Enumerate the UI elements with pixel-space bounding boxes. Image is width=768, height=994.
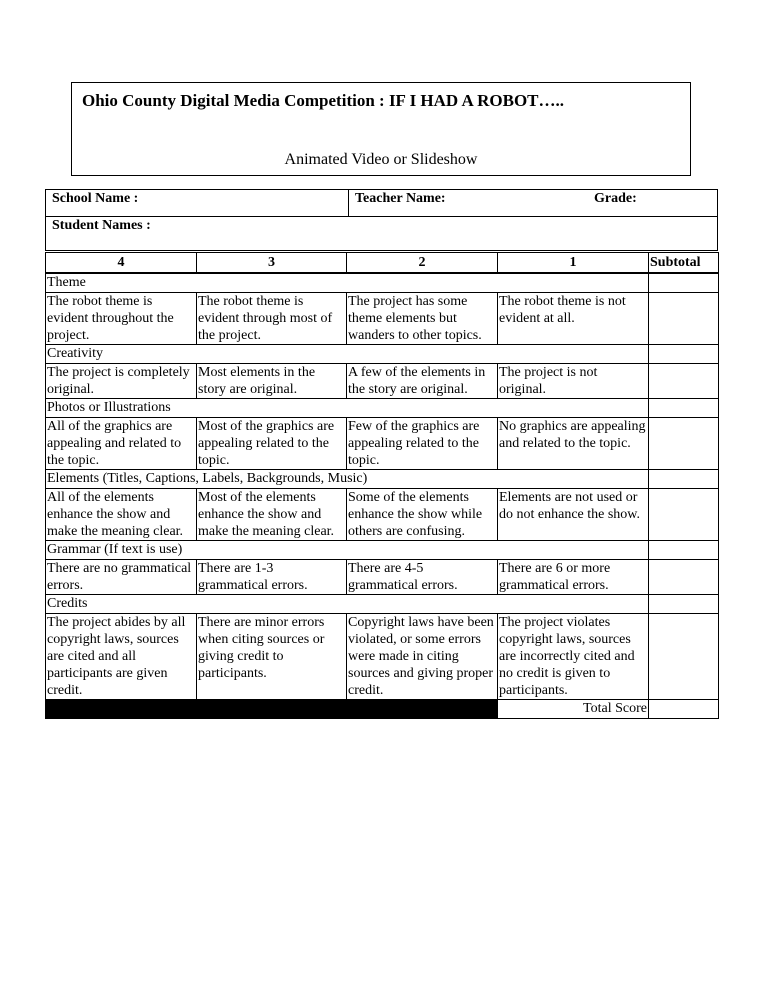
table-cell: Some of the elements enhance the show while others are confusing. <box>347 489 498 541</box>
table-row <box>46 614 719 700</box>
table-cell: All of the elements enhance the show and make the meaning clear. <box>46 489 197 541</box>
column-header: 3 <box>197 253 347 274</box>
table-cell: Copyright laws have been violated, or some errors were made in citing sources and giving proper credit. <box>347 614 498 700</box>
table-cell: The robot theme is evident through most of the project. <box>197 293 347 345</box>
page-title: Ohio County Digital Media Competition : IF I HAD A ROBOT….. <box>82 91 565 110</box>
subtotal-cell <box>649 595 719 614</box>
subtotal-cell <box>649 364 719 399</box>
table-row <box>46 293 719 345</box>
table-row <box>46 560 719 595</box>
table-cell: The project abides by all copyright laws, sources are cited and all participants are given credit. <box>46 614 197 700</box>
category-row <box>46 273 719 293</box>
rubric-table <box>45 252 719 719</box>
subtotal-cell <box>649 470 719 489</box>
category-row <box>46 541 719 560</box>
column-header: 2 <box>347 253 498 274</box>
table-row <box>46 489 719 541</box>
total-row <box>46 700 719 719</box>
table-cell: Elements are not used or do not enhance the show. <box>498 489 649 541</box>
subtotal-cell <box>649 489 719 541</box>
table-cell: The project has some theme elements but wanders to other topics. <box>347 293 498 345</box>
column-header: 4 <box>46 253 197 274</box>
table-cell: The project violates copyright laws, sources are incorrectly cited and no credit is given to participants. <box>498 614 649 700</box>
subtotal-cell <box>649 418 719 470</box>
category-row <box>46 399 719 418</box>
category-label: Elements (Titles, Captions, Labels, Backgrounds, Music) <box>46 470 649 489</box>
total-score-cell <box>649 700 719 719</box>
table-row <box>46 418 719 470</box>
category-row <box>46 345 719 364</box>
total-score-label: Total Score <box>498 700 649 719</box>
table-cell: No graphics are appealing and related to the topic. <box>498 418 649 470</box>
table-cell: There are 4-5 grammatical errors. <box>347 560 498 595</box>
category-row <box>46 595 719 614</box>
header-row <box>46 253 719 274</box>
table-cell: A few of the elements in the story are original. <box>347 364 498 399</box>
category-label: Photos or Illustrations <box>46 399 649 418</box>
table-cell: There are 6 or more grammatical errors. <box>498 560 649 595</box>
category-label: Credits <box>46 595 649 614</box>
page-subtitle: Animated Video or Slideshow <box>284 151 478 168</box>
table-cell: Most elements in the story are original. <box>197 364 347 399</box>
info-box <box>45 189 718 251</box>
category-label: Creativity <box>46 345 649 364</box>
school-name-label: School Name : <box>52 191 139 206</box>
subtotal-cell <box>649 345 719 364</box>
table-cell: Most of the graphics are appealing related to the topic. <box>197 418 347 470</box>
table-cell: The robot theme is not evident at all. <box>498 293 649 345</box>
table-cell: Most of the elements enhance the show and make the meaning clear. <box>197 489 347 541</box>
subtotal-cell <box>649 541 719 560</box>
table-row <box>46 364 719 399</box>
column-header-subtotal: Subtotal <box>649 253 719 274</box>
subtotal-cell <box>649 560 719 595</box>
table-cell: The project is completely original. <box>46 364 197 399</box>
column-header: 1 <box>498 253 649 274</box>
info-divider <box>348 190 349 216</box>
table-cell: There are 1-3 grammatical errors. <box>197 560 347 595</box>
table-cell: The project is not original. <box>498 364 649 399</box>
table-cell: The robot theme is evident throughout the project. <box>46 293 197 345</box>
teacher-name-label: Teacher Name: <box>355 191 446 206</box>
subtotal-cell <box>649 614 719 700</box>
table-cell: There are no grammatical errors. <box>46 560 197 595</box>
category-label: Grammar (If text is use) <box>46 541 649 560</box>
subtotal-cell <box>649 293 719 345</box>
student-names-label: Student Names : <box>52 218 151 233</box>
shaded-cell <box>46 700 498 719</box>
title-box <box>71 82 691 176</box>
category-row <box>46 470 719 489</box>
grade-label: Grade: <box>594 191 637 206</box>
subtotal-cell <box>649 273 719 293</box>
category-label: Theme <box>46 273 649 293</box>
subtotal-cell <box>649 399 719 418</box>
table-cell: There are minor errors when citing sources or giving credit to participants. <box>197 614 347 700</box>
table-cell: Few of the graphics are appealing related to the topic. <box>347 418 498 470</box>
table-cell: All of the graphics are appealing and related to the topic. <box>46 418 197 470</box>
